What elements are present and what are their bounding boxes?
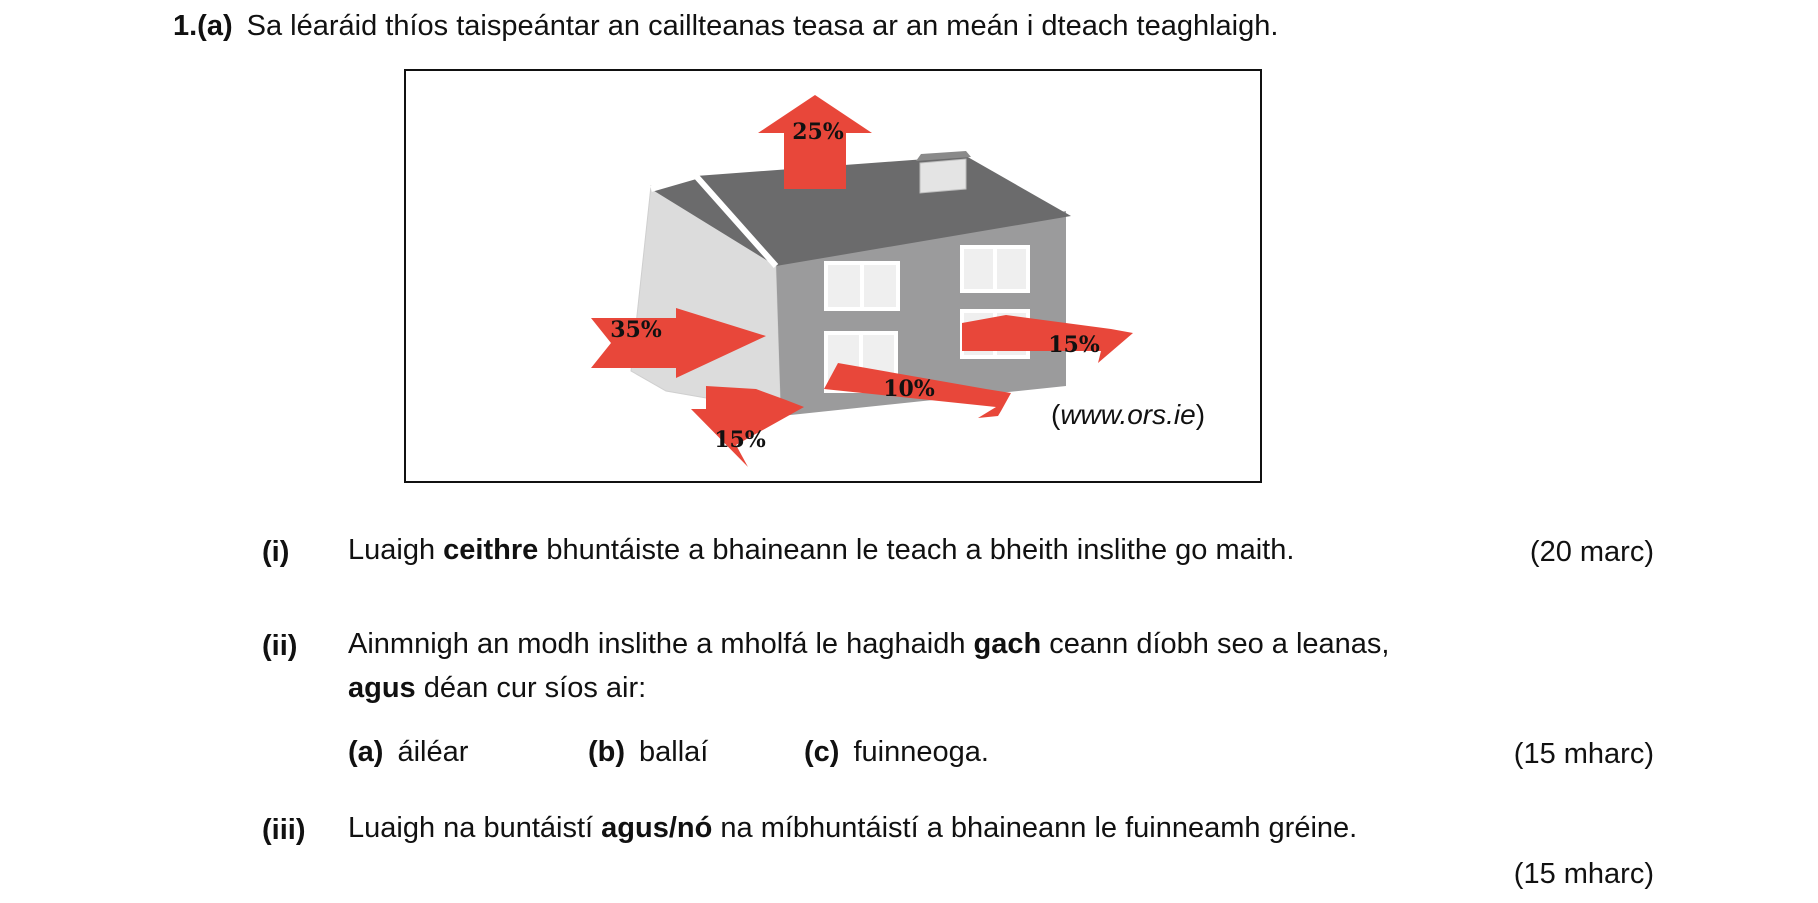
part-ii-label: (ii) xyxy=(262,630,298,662)
part-iii-text: Luaigh na buntáistí agus/nó na míbhuntáistí a bhaineann le fuinneamh gréine. xyxy=(348,812,1358,844)
figure-credit: (www.ors.ie) xyxy=(1051,399,1206,430)
label-floor: 15% xyxy=(714,427,766,453)
part-ii-line2: agus déan cur síos air: xyxy=(348,672,647,704)
question-heading xyxy=(173,12,1278,41)
part-i-marks: (20 marc) xyxy=(1529,536,1654,568)
label-roof: 25% xyxy=(792,119,844,145)
part-ii-marks: (15 mharc) xyxy=(1513,738,1654,770)
upper-window-right xyxy=(962,247,1028,291)
part-iii-label: (iii) xyxy=(262,814,306,846)
label-right-window: 15% xyxy=(1048,332,1100,358)
question-intro: Sa léaráid thíos taispeántar an caillteanas teasa ar an meán i dteach teaghlaigh. xyxy=(246,10,1279,42)
label-left-wall: 35% xyxy=(610,317,662,343)
option-b: (b) ballaí xyxy=(588,736,709,768)
chimney xyxy=(920,159,966,193)
part-i-text: Luaigh ceithre bhuntáiste a bhaineann le teach a bheith inslithe go maith. xyxy=(348,534,1295,566)
option-c: (c) fuinneoga. xyxy=(804,736,989,768)
label-door: 10% xyxy=(883,376,935,402)
part-i-label: (i) xyxy=(262,536,290,568)
question-number: 1.(a) xyxy=(173,10,233,42)
part-ii-line1: Ainmnigh an modh inslithe a mholfá le haghaidh gach ceann díobh seo a leanas, xyxy=(348,628,1390,660)
upper-window-left xyxy=(826,263,898,309)
option-a: (a) áiléar xyxy=(348,736,469,768)
heat-loss-figure xyxy=(404,69,1262,483)
part-iii-marks: (15 mharc) xyxy=(1513,858,1654,890)
